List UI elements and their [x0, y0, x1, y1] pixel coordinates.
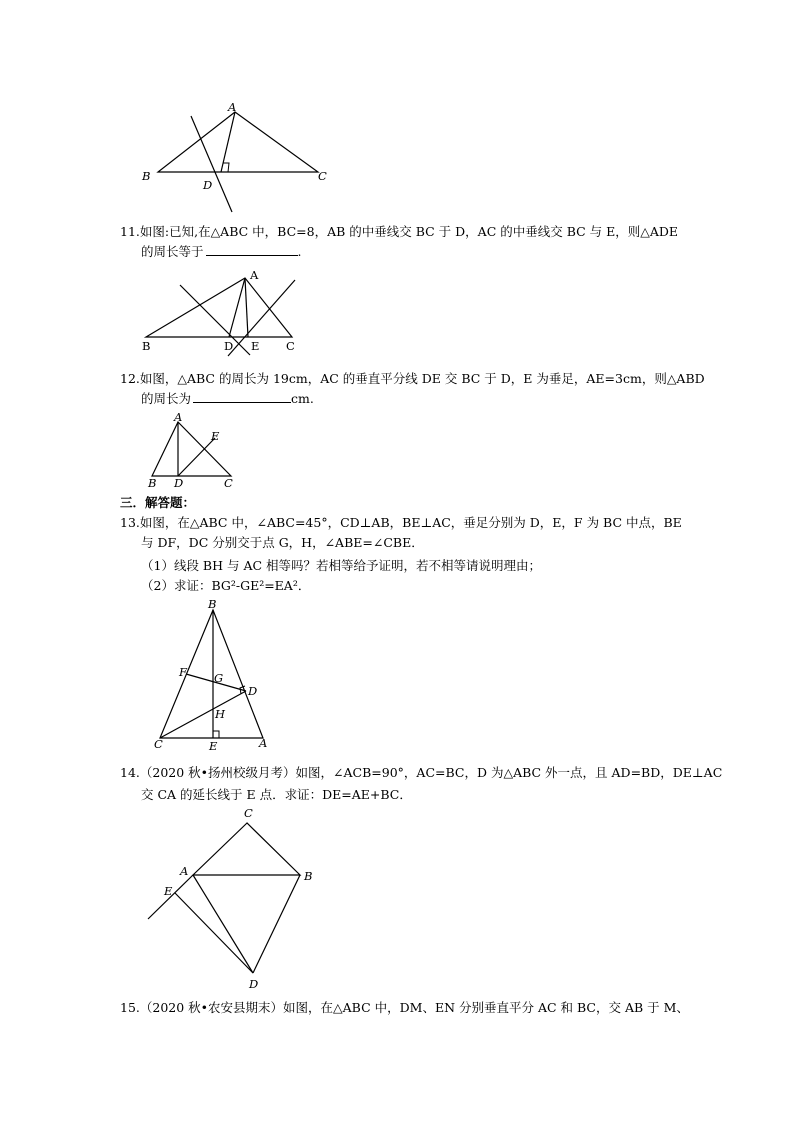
answer-blank-q12[interactable] — [193, 389, 291, 403]
question-14-line-2: 交 CA 的延长线于 E 点．求证：DE=AE+BC． — [141, 787, 412, 802]
figure-q12 — [145, 412, 245, 490]
triangle-abc — [193, 823, 300, 875]
segment-ae — [245, 278, 248, 337]
question-13-line-2: 与 DF，DC 分别交于点 G，H，∠ABE=∠CBE． — [141, 535, 424, 550]
label-c: C — [244, 806, 253, 820]
segment-ad — [193, 875, 253, 973]
question-13-part-1: （1）线段 BH 与 AC 相等吗？若相等给予证明，若不相等请说明理由； — [141, 558, 542, 573]
label-b: B — [148, 476, 157, 490]
label-e: E — [209, 739, 218, 753]
label-g: G — [214, 671, 224, 685]
figure-q11 — [140, 268, 310, 358]
figure-q14 — [140, 803, 330, 993]
label-c: C — [154, 737, 163, 751]
question-11-text-before-blank: 的周长等于 — [141, 244, 204, 259]
answer-blank-q11[interactable] — [206, 242, 298, 256]
question-11-line-1: 11.如图:已知,在△ABC 中，BC=8，AB 的中垂线交 BC 于 D，AC 的中垂线交 BC 与 E，则△ADE — [120, 224, 679, 239]
label-b: B — [142, 339, 151, 353]
label-d: D — [248, 684, 258, 698]
perpendicular-bisector-ac — [228, 280, 295, 356]
question-12-text-before-blank: 的周长为 — [141, 391, 192, 406]
triangle-abc — [160, 610, 263, 738]
label-b: B — [304, 869, 313, 883]
label-c: C — [224, 476, 233, 490]
perpendicular-bisector-de — [178, 438, 215, 476]
label-d: D — [203, 178, 213, 192]
question-14-line-1: 14.（2020 秋•扬州校级月考）如图，∠ACB=90°，AC=BC，D 为△ABC 外一点，且 AD=BD，DE⊥AC — [120, 765, 723, 780]
segment-cd — [160, 691, 246, 738]
label-a: A — [228, 100, 237, 114]
question-12-text-after-blank: cm. — [291, 391, 314, 406]
label-a: A — [180, 864, 189, 878]
segment-bd — [253, 875, 300, 973]
angle-mark — [223, 163, 229, 172]
label-a: A — [250, 268, 259, 282]
figure-q13 — [150, 598, 280, 753]
right-angle-mark-e — [213, 731, 219, 738]
label-b: B — [208, 597, 217, 611]
label-b: B — [142, 169, 151, 183]
label-e: E — [164, 884, 173, 898]
label-h: H — [215, 707, 226, 721]
question-12-line-1: 12.如图，△ABC 的周长为 19cm，AC 的垂直平分线 DE 交 BC 于 D，E 为垂足，AE=3cm，则△ABD — [120, 371, 705, 386]
triangle-abc — [158, 112, 318, 172]
label-d: D — [224, 339, 234, 353]
segment-ad — [229, 278, 245, 337]
label-a: A — [259, 736, 268, 750]
question-11-text-after-blank: . — [297, 244, 302, 259]
question-15-line-1: 15.（2020 秋•农安县期末）如图，在△ABC 中，DM、EN 分别垂直平分 AC 和 BC，交 AB 于 M、 — [120, 1000, 689, 1015]
figure-q10 — [140, 100, 340, 215]
label-d: D — [174, 476, 184, 490]
label-c: C — [318, 169, 327, 183]
segment-de — [175, 893, 253, 973]
label-c: C — [286, 339, 295, 353]
label-e: E — [251, 339, 260, 353]
question-13-part-2: （2）求证：BG²-GE²=EA²． — [141, 578, 311, 593]
section-3-title: 三．解答题： — [120, 495, 196, 510]
label-f: F — [179, 665, 187, 679]
label-e: E — [211, 429, 220, 443]
question-13-line-1: 13.如图，在△ABC 中，∠ABC=45°，CD⊥AB，BE⊥AC，垂足分别为 D，E，F 为 BC 中点，BE — [120, 515, 682, 530]
label-d: D — [249, 977, 259, 991]
question-12-line-2 — [141, 389, 314, 409]
question-11-line-2 — [141, 242, 302, 262]
label-a: A — [174, 410, 183, 424]
